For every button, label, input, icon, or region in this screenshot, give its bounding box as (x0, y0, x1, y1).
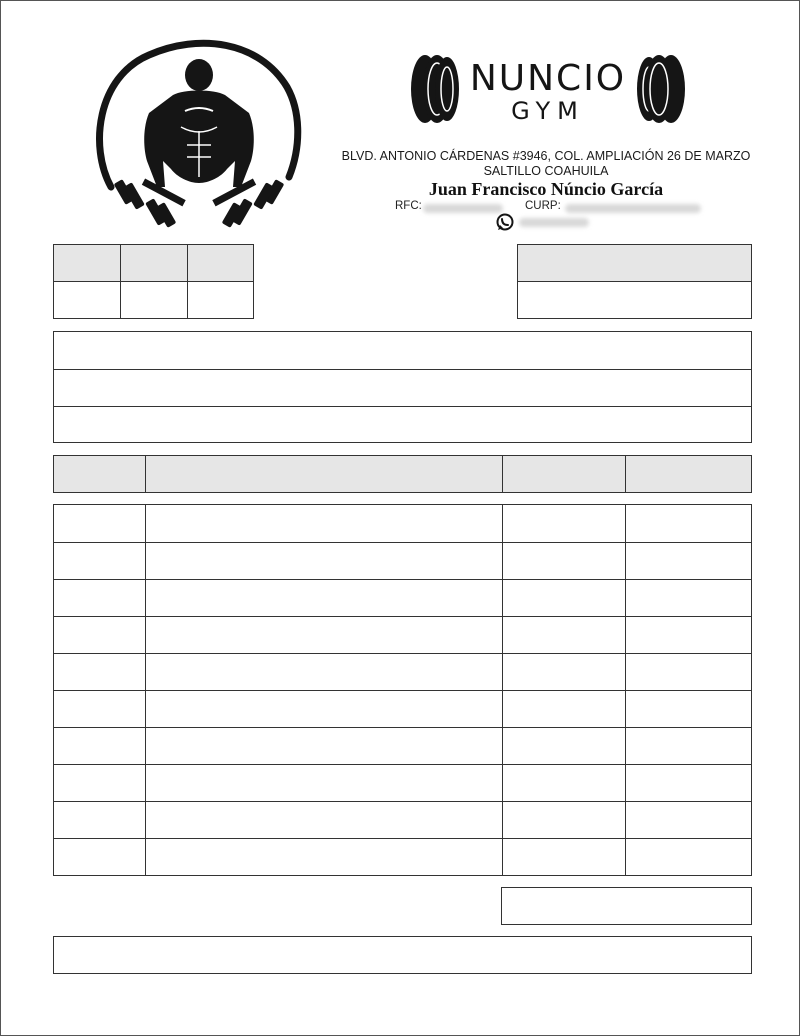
folio-box (517, 244, 752, 319)
divider (502, 456, 503, 492)
brand-wordmark (405, 1, 691, 141)
date-box (53, 244, 254, 319)
phone-value-redacted (519, 218, 589, 227)
customer-address-field[interactable] (54, 370, 751, 406)
address-line-2: SALTILLO COAHUILA (483, 164, 609, 178)
divider (625, 456, 626, 492)
table-row-divider (54, 801, 751, 802)
total-field[interactable] (501, 887, 752, 925)
day-field[interactable] (54, 282, 120, 318)
brand-subtitle: GYM (511, 97, 585, 125)
curp-value-redacted (565, 204, 701, 213)
table-row-divider (54, 764, 751, 765)
month-field[interactable] (121, 282, 187, 318)
customer-name-field[interactable] (54, 332, 751, 369)
items-table (53, 504, 752, 876)
table-row-divider (54, 653, 751, 654)
curp-label: CURP: (525, 200, 561, 212)
rfc-label: RFC: (395, 200, 422, 212)
rfc-value-redacted (423, 204, 503, 213)
tax-id-line (331, 200, 761, 216)
year-field[interactable] (188, 282, 253, 318)
business-address (331, 149, 761, 179)
table-row-divider (54, 579, 751, 580)
owner-name: Juan Francisco Núncio García (428, 179, 664, 199)
bodybuilder-logo-icon (89, 37, 309, 231)
amount-in-words-field[interactable] (53, 936, 752, 974)
folio-header (518, 245, 751, 281)
divider (145, 456, 146, 492)
date-header-row (54, 245, 253, 281)
table-row-divider (54, 690, 751, 691)
address-line-1: BLVD. ANTONIO CÁRDENAS #3946, COL. AMPLIACIÓN 26 DE MARZO (341, 149, 751, 163)
table-row-divider (54, 542, 751, 543)
table-row-divider (54, 838, 751, 839)
table-row-divider (54, 616, 751, 617)
table-row-divider (54, 727, 751, 728)
items-header-row (53, 455, 752, 493)
customer-city-field[interactable] (54, 407, 751, 442)
customer-info-box (53, 331, 752, 443)
whatsapp-icon (495, 212, 515, 232)
folio-field[interactable] (518, 282, 751, 318)
brand-name: NUNCIO (469, 58, 627, 99)
